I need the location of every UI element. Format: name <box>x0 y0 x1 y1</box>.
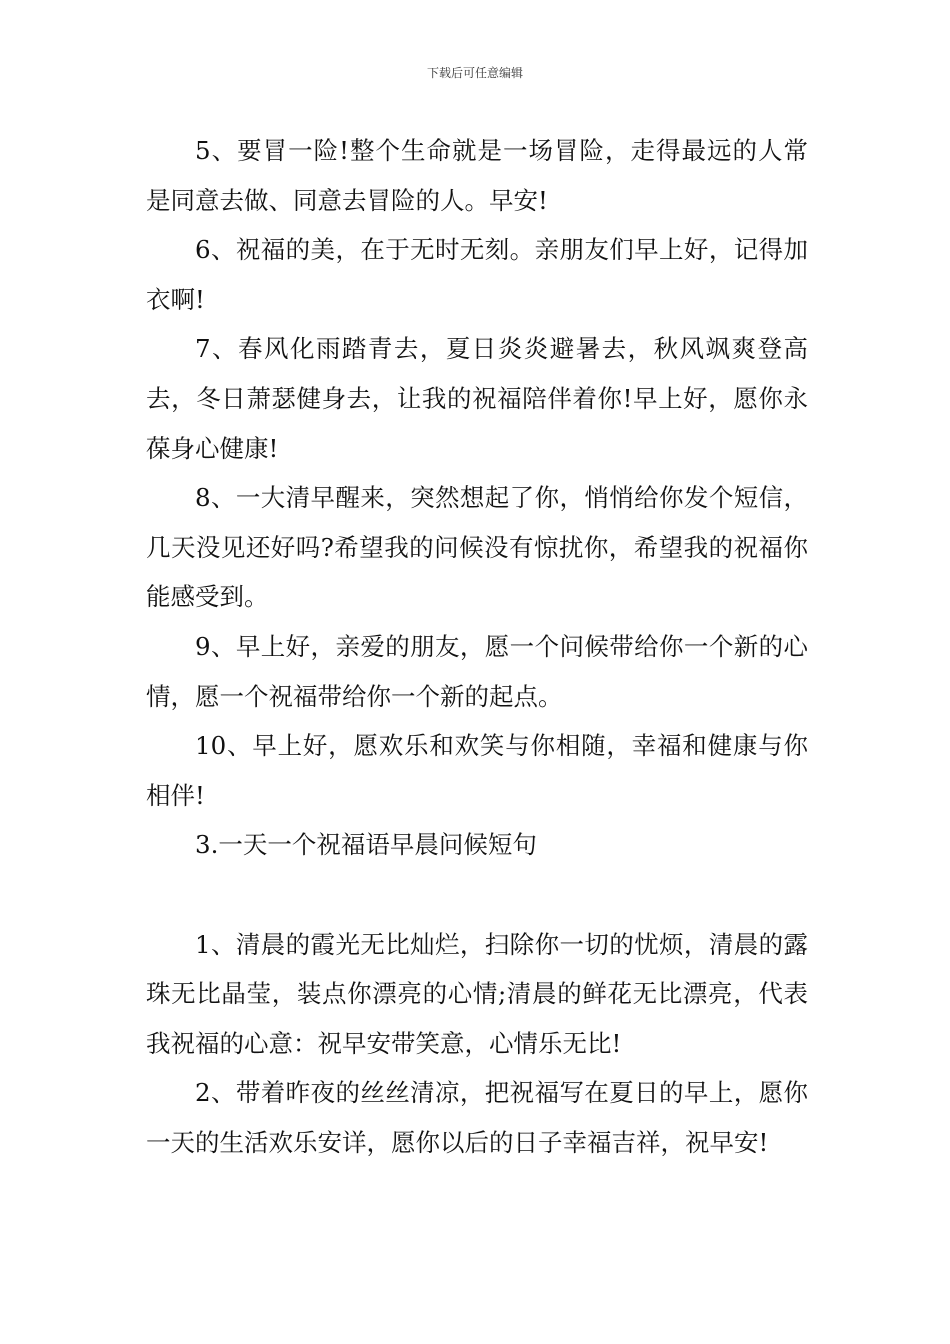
paragraph-9: 9、早上好，亲爱的朋友，愿一个问候带给你一个新的心情，愿一个祝福带给你一个新的起点。 <box>146 631 808 711</box>
paragraph-section-2: 2、带着昨夜的丝丝清凉，把祝福写在夏日的早上，愿你一天的生活欢乐安详，愿你以后的日子幸福吉祥，祝早安! <box>146 1078 808 1157</box>
section-heading: 3.一天一个祝福语早晨问候短句 <box>195 830 537 860</box>
paragraph-8: 8、一大清早醒来，突然想起了你，悄悄给你发个短信，几天没见还好吗?希望我的问候没有惊扰你，希望我的祝福你能感受到。 <box>146 483 808 612</box>
paragraph-section-1: 1、清晨的霞光无比灿烂，扫除你一切的忧烦，清晨的露珠无比晶莹，装点你漂亮的心情;清晨的鲜花无比漂亮，代表我祝福的心意：祝早安带笑意，心情乐无比! <box>146 929 808 1058</box>
document-body <box>146 126 808 1167</box>
paragraph-6: 6、祝福的美，在于无时无刻。亲朋友们早上好，记得加衣啊! <box>146 235 808 314</box>
paragraph-7: 7、春风化雨踏青去，夏日炎炎避暑去，秋风飒爽登高去，冬日萧瑟健身去，让我的祝福陪伴着你!早上好，愿你永葆身心健康! <box>146 334 808 463</box>
header-note: 下载后可任意编辑 <box>426 66 523 80</box>
paragraph-10: 10、早上好，愿欢乐和欢笑与你相随，幸福和健康与你相伴! <box>146 731 808 810</box>
paragraph-5: 5、要冒一险!整个生命就是一场冒险，走得最远的人常是同意去做、同意去冒险的人。早安! <box>146 136 808 215</box>
blank-line <box>146 870 808 920</box>
